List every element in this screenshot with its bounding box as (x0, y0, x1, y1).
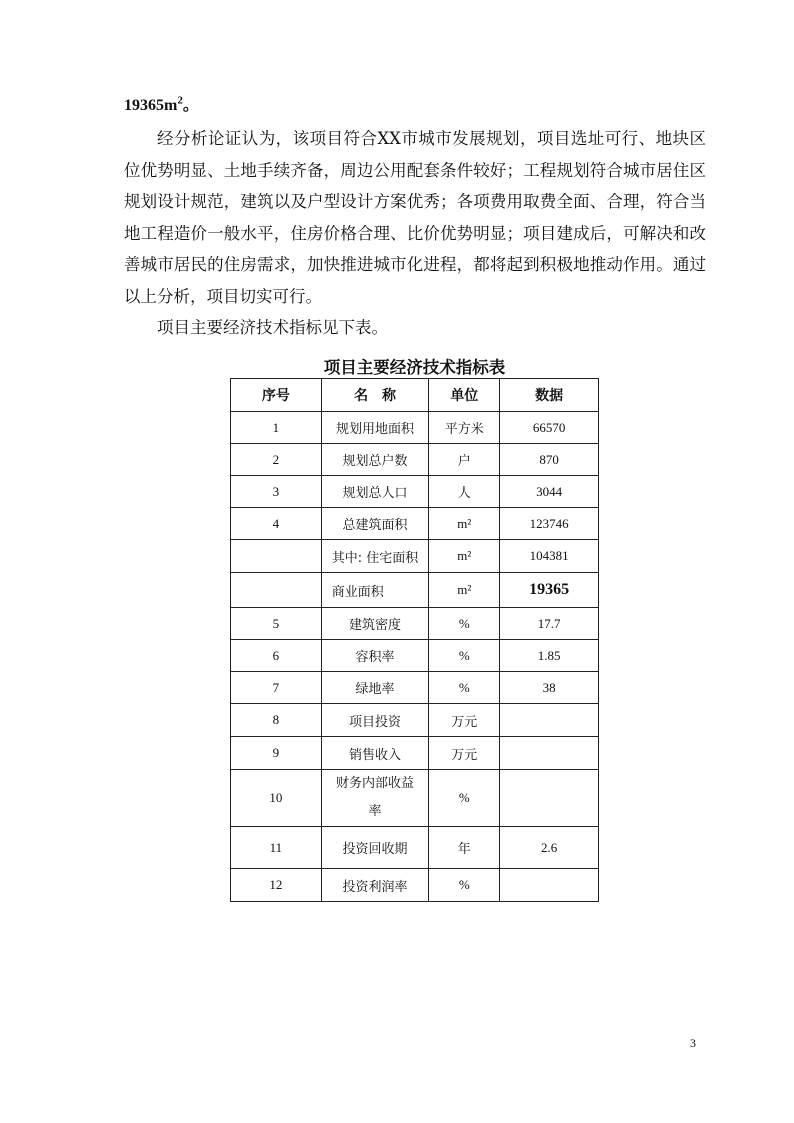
row-name: 商业面积 (321, 573, 429, 608)
row-value (500, 704, 599, 737)
row-unit: % (429, 672, 500, 704)
table-row (231, 412, 599, 444)
table-row (231, 573, 599, 608)
table-row (231, 869, 599, 902)
row-value (500, 869, 599, 902)
table-row (231, 737, 599, 770)
row-value: 17.7 (500, 608, 599, 640)
page-number: 3 (690, 1036, 696, 1050)
row-value: 19365 (500, 573, 599, 608)
table-row (231, 508, 599, 540)
row-unit: % (429, 770, 500, 827)
table-title: 项目主要经济技术指标表 (323, 358, 506, 377)
row-name: 绿地率 (321, 672, 429, 704)
row-name: 销售收入 (321, 737, 429, 770)
table-row (231, 608, 599, 640)
header-index: 序号 (231, 379, 322, 412)
row-unit: 年 (429, 827, 500, 869)
row-index: 10 (231, 770, 322, 827)
row-unit: 万元 (429, 737, 500, 770)
table-row (231, 540, 599, 573)
row-unit: m² (429, 508, 500, 540)
row-index (231, 573, 322, 608)
row-index: 9 (231, 737, 322, 770)
row-index (231, 540, 322, 573)
row-unit: 万元 (429, 704, 500, 737)
header-unit: 单位 (429, 379, 500, 412)
row-name: 规划总户数 (321, 444, 429, 476)
row-index: 8 (231, 704, 322, 737)
table-row (231, 640, 599, 672)
row-name: 其中: 住宅面积 (321, 540, 429, 573)
row-value: 123746 (500, 508, 599, 540)
row-name: 规划用地面积 (321, 412, 429, 444)
row-index: 12 (231, 869, 322, 902)
row-index: 4 (231, 508, 322, 540)
table-row (231, 827, 599, 869)
row-index: 11 (231, 827, 322, 869)
row-index: 7 (231, 672, 322, 704)
table-intro-paragraph: 项目主要经济技术指标见下表。 (157, 318, 388, 337)
row-value: 66570 (500, 412, 599, 444)
row-value (500, 770, 599, 827)
row-index: 6 (231, 640, 322, 672)
row-unit: 户 (429, 444, 500, 476)
row-unit: m² (429, 540, 500, 573)
row-value: 2.6 (500, 827, 599, 869)
row-index: 5 (231, 608, 322, 640)
row-value: 870 (500, 444, 599, 476)
row-value: 104381 (500, 540, 599, 573)
row-name: 投资回收期 (321, 827, 429, 869)
table-header-row (231, 379, 599, 412)
row-name: 总建筑面积 (321, 508, 429, 540)
table-row (231, 770, 599, 827)
row-name: 财务内部收益率 (321, 770, 429, 827)
row-value: 38 (500, 672, 599, 704)
row-name: 规划总人口 (321, 476, 429, 508)
row-index: 3 (231, 476, 322, 508)
row-name: 容积率 (321, 640, 429, 672)
analysis-paragraph: 经分析论证认为，该项目符合XX市城市发展规划，项目选址可行、地块区位优势明显、土地手续齐备，周边公用配套条件较好；工程规划符合城市居住区规划设计规范，建筑以及户型设计方案优秀；各项费用取费全面、合理，符合当地工程造价一般水平，住房价格合理、比价优势明显；项目建成后，可解决和改善城市居民的住房需求，加快推进城市化进程，都将起到积极地推动作用。通过以上分析，项目切实可行。 (124, 129, 706, 306)
row-value: 1.85 (500, 640, 599, 672)
row-name: 项目投资 (321, 704, 429, 737)
table-row (231, 704, 599, 737)
row-unit: 人 (429, 476, 500, 508)
row-name: 建筑密度 (321, 608, 429, 640)
row-unit: 平方米 (429, 412, 500, 444)
row-unit: m² (429, 573, 500, 608)
lead-value: $19365m^2$。 (124, 94, 199, 114)
row-value: 3044 (500, 476, 599, 508)
table-row (231, 476, 599, 508)
header-value: 数据 (500, 379, 599, 412)
row-index: 1 (231, 412, 322, 444)
row-unit: % (429, 869, 500, 902)
metrics-table (230, 378, 599, 902)
table-row (231, 444, 599, 476)
row-value (500, 737, 599, 770)
row-unit: % (429, 608, 500, 640)
row-unit: % (429, 640, 500, 672)
row-name: 投资利润率 (321, 869, 429, 902)
row-index: 2 (231, 444, 322, 476)
header-name: 名 称 (321, 379, 429, 412)
table-row (231, 672, 599, 704)
